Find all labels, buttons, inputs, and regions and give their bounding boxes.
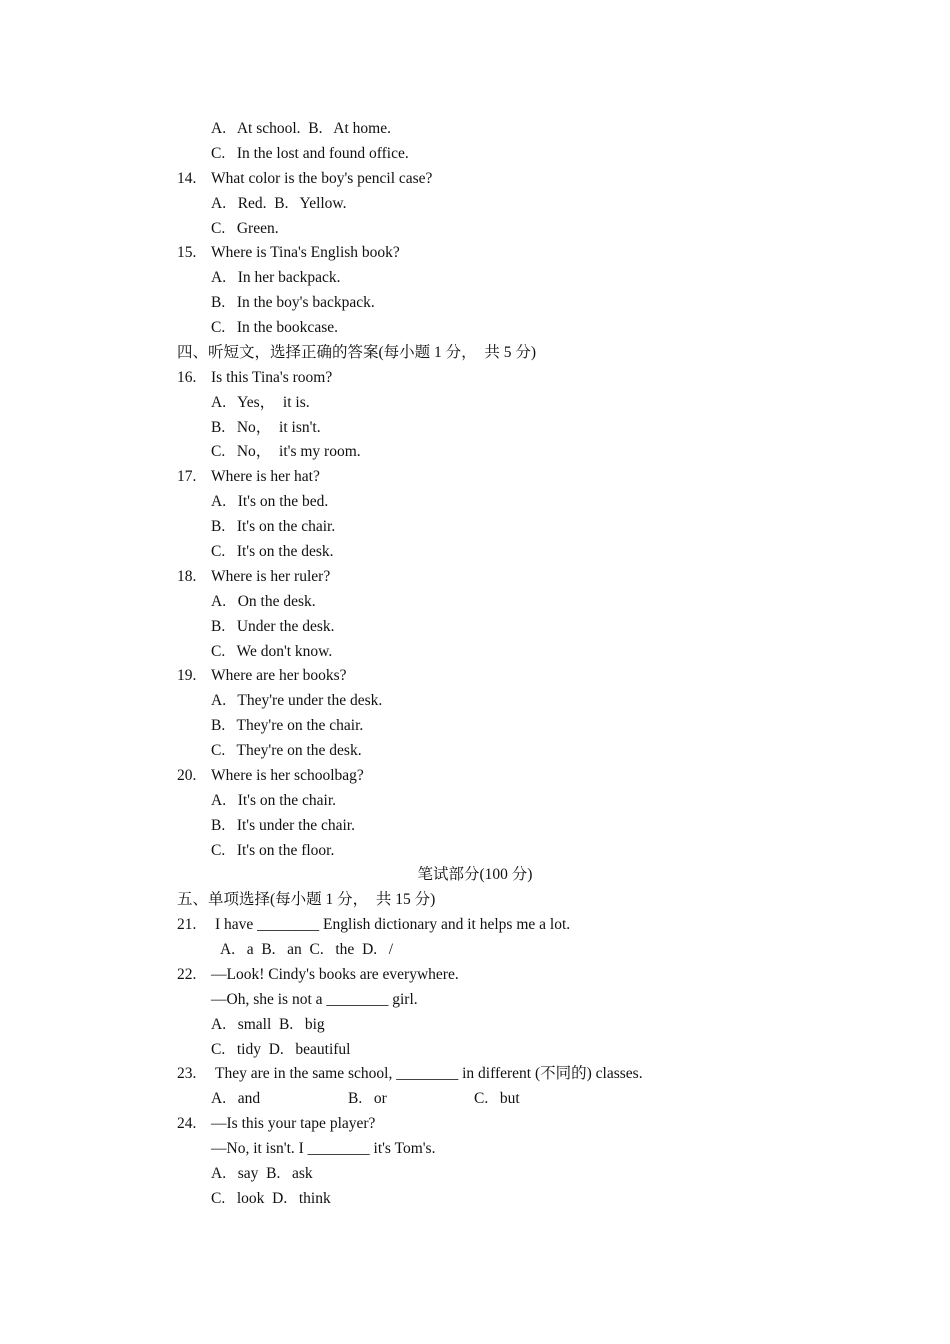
answer-line	[0, 490, 950, 514]
question-text: Is this Tina's room?	[211, 368, 333, 386]
answer-line	[0, 615, 950, 639]
question	[0, 465, 950, 489]
question-text: What color is the boy's pencil case?	[211, 169, 433, 187]
answer-line	[0, 391, 950, 415]
answer-text: C. It's on the desk.	[211, 543, 334, 560]
answer-line	[0, 440, 950, 464]
answer-line	[0, 142, 950, 166]
answer-line	[0, 117, 950, 141]
question-number: 23.	[177, 1065, 197, 1083]
answer-line	[0, 789, 950, 813]
question	[0, 565, 950, 589]
answer-text: C. Green.	[211, 219, 279, 237]
answer-line	[0, 416, 950, 440]
answer-line	[0, 988, 950, 1012]
question-number: 21.	[177, 916, 197, 934]
answer-text: C. look D. think	[211, 1189, 331, 1207]
answer-text: B. No， it isn't.	[211, 418, 321, 436]
answer-line	[0, 689, 950, 713]
question-text: —Is this your tape player?	[211, 1115, 376, 1133]
answer-line	[0, 938, 950, 962]
question-text: Where is her ruler?	[211, 567, 331, 585]
answer-text: C. In the lost and found office.	[211, 144, 409, 162]
answer-line	[0, 1187, 950, 1211]
answer-text: C. In the bookcase.	[211, 319, 338, 336]
answer-line	[0, 739, 950, 763]
answer-text: A. It's on the chair.	[211, 791, 337, 809]
question-number: 19.	[177, 667, 197, 685]
answer-text: C. No， it's my room.	[211, 443, 361, 461]
question-number: 17.	[177, 468, 197, 486]
answer-text: B. Under the desk.	[211, 617, 335, 635]
answer-text: B. It's under the chair.	[211, 816, 355, 834]
answer-text: —Oh, she is not a ________ girl.	[211, 990, 418, 1008]
answer-line	[0, 540, 950, 564]
answer-text: A. Red. B. Yellow.	[211, 194, 347, 212]
answer-text: A. At school. B. At home.	[211, 120, 391, 137]
answer-text: A. It's on the bed.	[211, 493, 329, 511]
question	[0, 366, 950, 390]
question-number: 14.	[177, 169, 197, 187]
answer-text: B. They're on the chair.	[211, 717, 364, 735]
question	[0, 664, 950, 688]
answer-line	[0, 590, 950, 614]
question-text: Where is Tina's English book?	[211, 244, 400, 262]
question-text: Where is her hat?	[211, 468, 320, 486]
question	[0, 1062, 950, 1086]
option-c: C. but	[474, 1090, 520, 1108]
answer-line	[0, 1013, 950, 1037]
question	[0, 963, 950, 987]
question	[0, 913, 950, 937]
answer-text: A. Yes， it is.	[211, 393, 310, 411]
answer-line	[0, 1087, 950, 1111]
question-text: They are in the same school, ________ in different (不同的) classes.	[215, 1065, 643, 1083]
answer-line	[0, 291, 950, 315]
answer-line	[0, 640, 950, 664]
part-heading	[0, 863, 950, 887]
answer-text: C. tidy D. beautiful	[211, 1040, 351, 1058]
answer-line	[0, 1038, 950, 1062]
answer-text: A. On the desk.	[211, 592, 316, 610]
answer-line	[0, 515, 950, 539]
answer-text: —No, it isn't. I ________ it's Tom's.	[211, 1140, 436, 1158]
answer-text: B. It's on the chair.	[211, 518, 336, 536]
answer-line	[0, 839, 950, 863]
answer-text: C. We don't know.	[211, 642, 333, 660]
section-heading-text: 四、听短文，选择正确的答案(每小题 1 分， 共 5 分)	[177, 343, 537, 361]
question	[0, 764, 950, 788]
answer-text: A. a B. an C. the D. /	[220, 941, 394, 958]
option-a: A. and	[211, 1090, 261, 1108]
answer-line	[0, 1162, 950, 1186]
section-heading-text: 五、单项选择(每小题 1 分， 共 15 分)	[177, 891, 436, 909]
question	[0, 1112, 950, 1136]
answer-line	[0, 266, 950, 290]
answer-text: A. small B. big	[211, 1015, 325, 1033]
question-number: 22.	[177, 965, 197, 983]
question-number: 15.	[177, 244, 197, 262]
question-number: 20.	[177, 766, 197, 784]
question	[0, 241, 950, 265]
answer-line	[0, 192, 950, 216]
answer-text: B. In the boy's backpack.	[211, 294, 375, 312]
question-number: 16.	[177, 368, 197, 386]
answer-line	[0, 714, 950, 738]
answer-line	[0, 1137, 950, 1161]
question-text: Where are her books?	[211, 667, 347, 685]
question-number: 24.	[177, 1115, 197, 1133]
answer-text: A. say B. ask	[211, 1165, 313, 1182]
question-text: —Look! Cindy's books are everywhere.	[211, 965, 459, 983]
question-number: 18.	[177, 567, 197, 585]
answer-text: C. They're on the desk.	[211, 742, 362, 759]
question-text: I have ________ English dictionary and it helps me a lot.	[215, 916, 571, 934]
answer-line	[0, 217, 950, 241]
answer-line	[0, 316, 950, 340]
answer-text: A. In her backpack.	[211, 269, 341, 287]
option-b: B. or	[348, 1090, 387, 1108]
question	[0, 167, 950, 191]
part-heading-text: 笔试部分(100 分)	[417, 866, 533, 884]
answer-text: A. They're under the desk.	[211, 692, 383, 710]
answer-line	[0, 814, 950, 838]
question-text: Where is her schoolbag?	[211, 766, 364, 784]
section-heading	[0, 341, 950, 365]
section-heading	[0, 888, 950, 912]
answer-text: C. It's on the floor.	[211, 841, 335, 859]
